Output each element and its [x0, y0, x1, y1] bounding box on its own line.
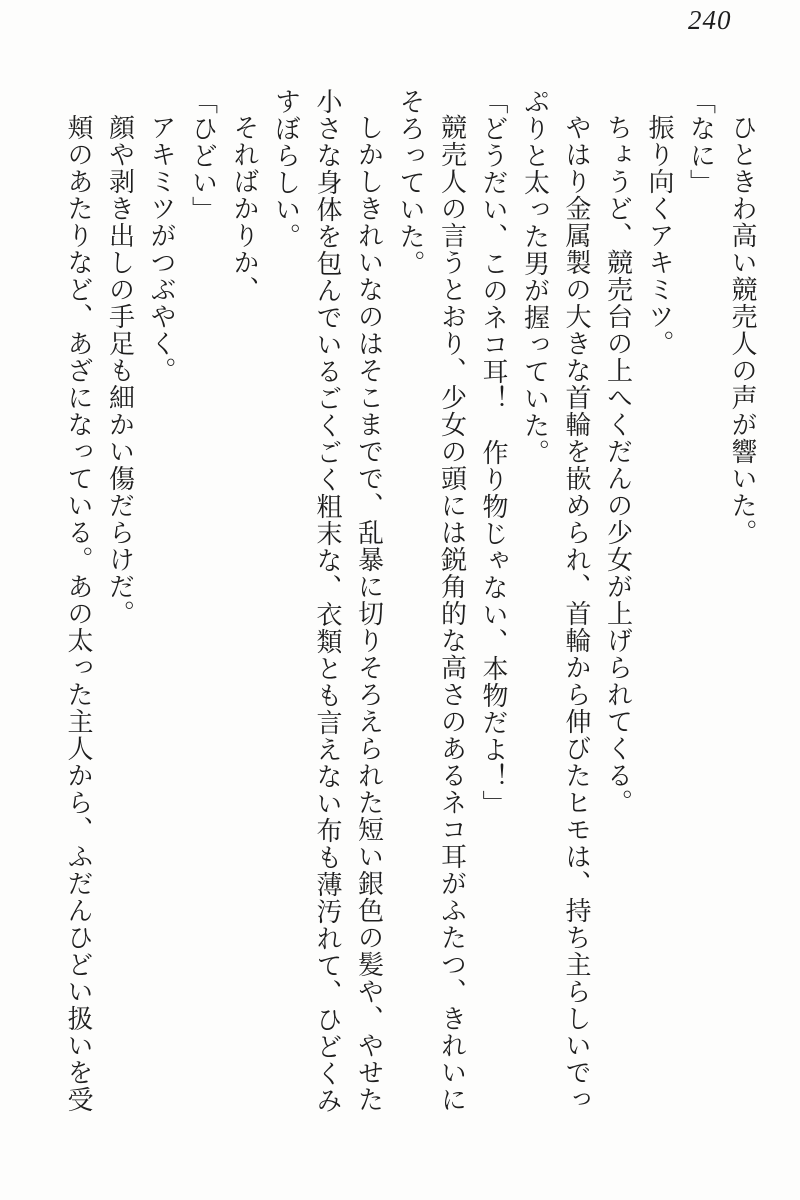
vertical-text-block [58, 88, 764, 1120]
page-number: 240 [688, 5, 732, 35]
paragraph: そればかりか、 [230, 114, 259, 303]
paragraph: ひときわ高い競売人の声が響いた。 [728, 114, 757, 546]
paragraph: 「どうだい、このネコ耳！ 作り物じゃない、本物だよ！」 [479, 88, 508, 817]
paragraph: アキミツがつぶやく。 [147, 114, 176, 384]
paragraph: やはり金属製の大きな首輪を嵌められ、首輪から伸びたヒモは、持ち主らしいでっぷりと太った男が握っていた。 [520, 88, 591, 1113]
paragraph: 顔や剥き出しの手足も細かい傷だらけだ。 [105, 114, 135, 627]
paragraph: 「ひどい」 [188, 88, 218, 223]
paragraph: しかしきれいなのはそこまでで、乱暴に切りそろえられた短い銀色の髪や、やせた小さな身体を包んでいるごくごく粗末な、衣類とも言えない布も薄汚れて、ひどくみすぼらしい。 [271, 88, 384, 1114]
paragraph: ちょうど、競売台の上へくだんの少女が上げられてくる。 [603, 114, 633, 816]
paragraph: 振り向くアキミツ。 [645, 114, 674, 357]
paragraph: 競売人の言うとおり、少女の頭には鋭角的な高さのあるネコ耳がふたつ、きれいにそろっていた。 [396, 88, 467, 1113]
paragraph: 「なに」 [686, 88, 716, 196]
paragraph: 頬のあたりなど、あざになっている。あの太った主人から、ふだんひどい扱いを受 [64, 114, 93, 1113]
